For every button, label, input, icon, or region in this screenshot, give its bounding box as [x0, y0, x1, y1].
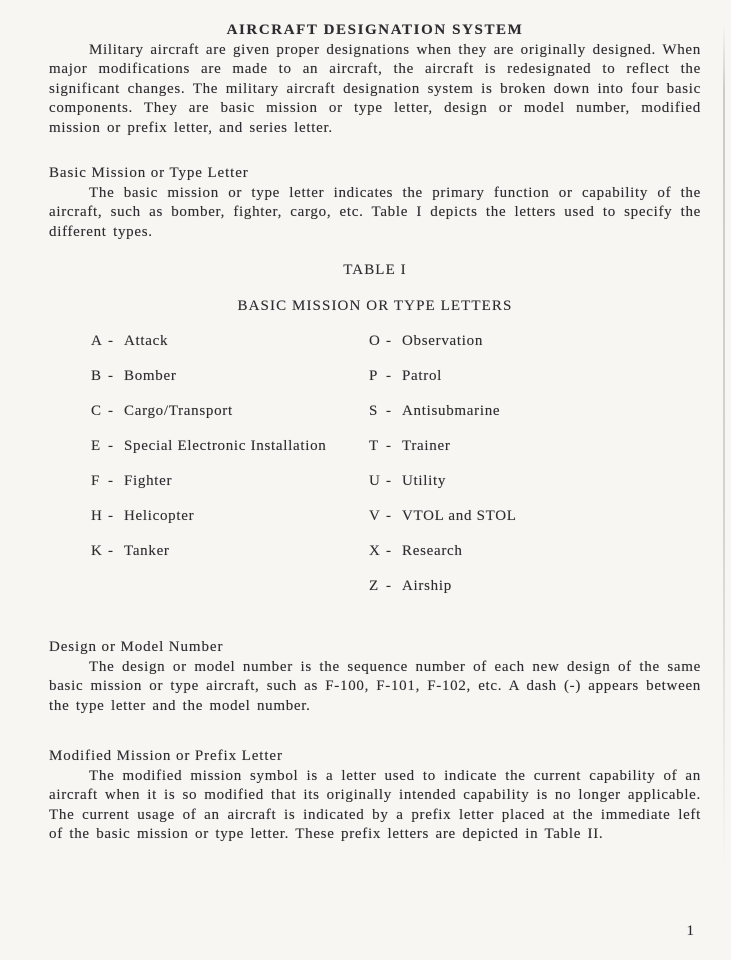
design-model-paragraph: The design or model number is the sequence number of each new design of the same basic mission or type aircraft, such as F-100, F-101, F-102, etc. A dash (-) appears between the type letter and the model number.: [49, 658, 701, 714]
dash-separator: -: [386, 543, 392, 559]
type-letter: E: [91, 438, 101, 454]
type-letter: S: [369, 403, 379, 419]
type-description: Bomber: [124, 368, 177, 384]
type-description: Special Electronic Installation: [124, 438, 327, 454]
type-description: Helicopter: [124, 508, 195, 524]
page-number: 1: [686, 923, 694, 939]
page-title: AIRCRAFT DESIGNATION SYSTEM: [226, 22, 524, 38]
intro-paragraph: Military aircraft are given proper designations when they are originally designed. When major modifications are made to an aircraft, the aircraft is redesignated to reflect the significant changes. The military aircraft designation system is broken down into four basic components. They are basic mission or type letter, design or model number, modified mission or prefix letter, and series letter.: [49, 41, 701, 136]
type-letter: U: [369, 473, 381, 489]
table-cell: [91, 437, 369, 457]
table-cell: [369, 577, 701, 597]
type-letter: F: [91, 473, 101, 489]
table-row: [91, 472, 701, 507]
section-heading-basic-mission: Basic Mission or Type Letter: [49, 165, 249, 181]
table-cell: [91, 367, 369, 387]
dash-separator: -: [386, 368, 392, 384]
type-letter: B: [91, 368, 102, 384]
dash-separator: -: [108, 438, 114, 454]
dash-separator: -: [108, 543, 114, 559]
type-description: Observation: [402, 333, 484, 349]
type-description: Attack: [124, 333, 169, 349]
type-description: Cargo/Transport: [124, 403, 233, 419]
type-letter: V: [369, 508, 381, 524]
table-cell: [369, 367, 701, 387]
type-letter: Z: [369, 578, 379, 594]
dash-separator: -: [108, 333, 114, 349]
table-row: [91, 577, 701, 612]
table-cell: [369, 542, 701, 562]
dash-separator: -: [386, 333, 392, 349]
type-description: Tanker: [124, 543, 170, 559]
type-letter: C: [91, 403, 102, 419]
type-description: Airship: [402, 578, 452, 594]
section-heading-modified-mission: Modified Mission or Prefix Letter: [49, 748, 283, 764]
type-description: Research: [402, 543, 463, 559]
table-row: [91, 437, 701, 472]
dash-separator: -: [108, 368, 114, 384]
type-description: Patrol: [402, 368, 443, 384]
type-description: Fighter: [124, 473, 173, 489]
dash-separator: -: [108, 508, 114, 524]
table-cell: [91, 332, 369, 352]
modified-mission-paragraph: The modified mission symbol is a letter used to indicate the current capability of an aircraft when it is so modified that its originally intended capability is no longer applicable. The current usage of an aircraft is indicated by a prefix letter placed at the immediate left of the basic mission or type letter. These prefix letters are depicted in Table II.: [49, 767, 701, 842]
table-row: [91, 402, 701, 437]
table1-subtitle: BASIC MISSION OR TYPE LETTERS: [237, 297, 513, 314]
type-letter: K: [91, 543, 103, 559]
type-letter: X: [369, 543, 381, 559]
table-cell: [91, 507, 369, 527]
dash-separator: -: [386, 403, 392, 419]
table-cell: [91, 542, 369, 562]
table-cell: [369, 437, 701, 457]
table-row: [91, 367, 701, 402]
table-row: [91, 332, 701, 367]
type-description: Antisubmarine: [402, 403, 501, 419]
dash-separator: -: [386, 508, 392, 524]
table-cell: [91, 472, 369, 492]
table-cell: [369, 332, 701, 352]
scan-edge-artifact: [723, 24, 725, 874]
dash-separator: -: [386, 578, 392, 594]
table-row: [91, 507, 701, 542]
dash-separator: -: [386, 438, 392, 454]
table-cell: [369, 472, 701, 492]
dash-separator: -: [386, 473, 392, 489]
dash-separator: -: [108, 473, 114, 489]
type-letter: A: [91, 333, 103, 349]
table1-title: TABLE I: [343, 262, 407, 278]
type-letter: O: [369, 333, 381, 349]
table-cell: [91, 402, 369, 422]
dash-separator: -: [108, 403, 114, 419]
type-description: Utility: [402, 473, 447, 489]
type-description: Trainer: [402, 438, 451, 454]
table-cell: [369, 402, 701, 422]
type-letter: H: [91, 508, 103, 524]
type-letter: P: [369, 368, 379, 384]
section-heading-design-model: Design or Model Number: [49, 639, 224, 655]
type-letters-table: [91, 332, 701, 612]
table-cell: [369, 507, 701, 527]
table-row: [91, 542, 701, 577]
type-description: VTOL and STOL: [402, 508, 517, 524]
basic-mission-paragraph: The basic mission or type letter indicates the primary function or capability of the aircraft, such as bomber, fighter, cargo, etc. Table I depicts the letters used to specify the different types.: [49, 184, 701, 240]
type-letter: T: [369, 438, 379, 454]
